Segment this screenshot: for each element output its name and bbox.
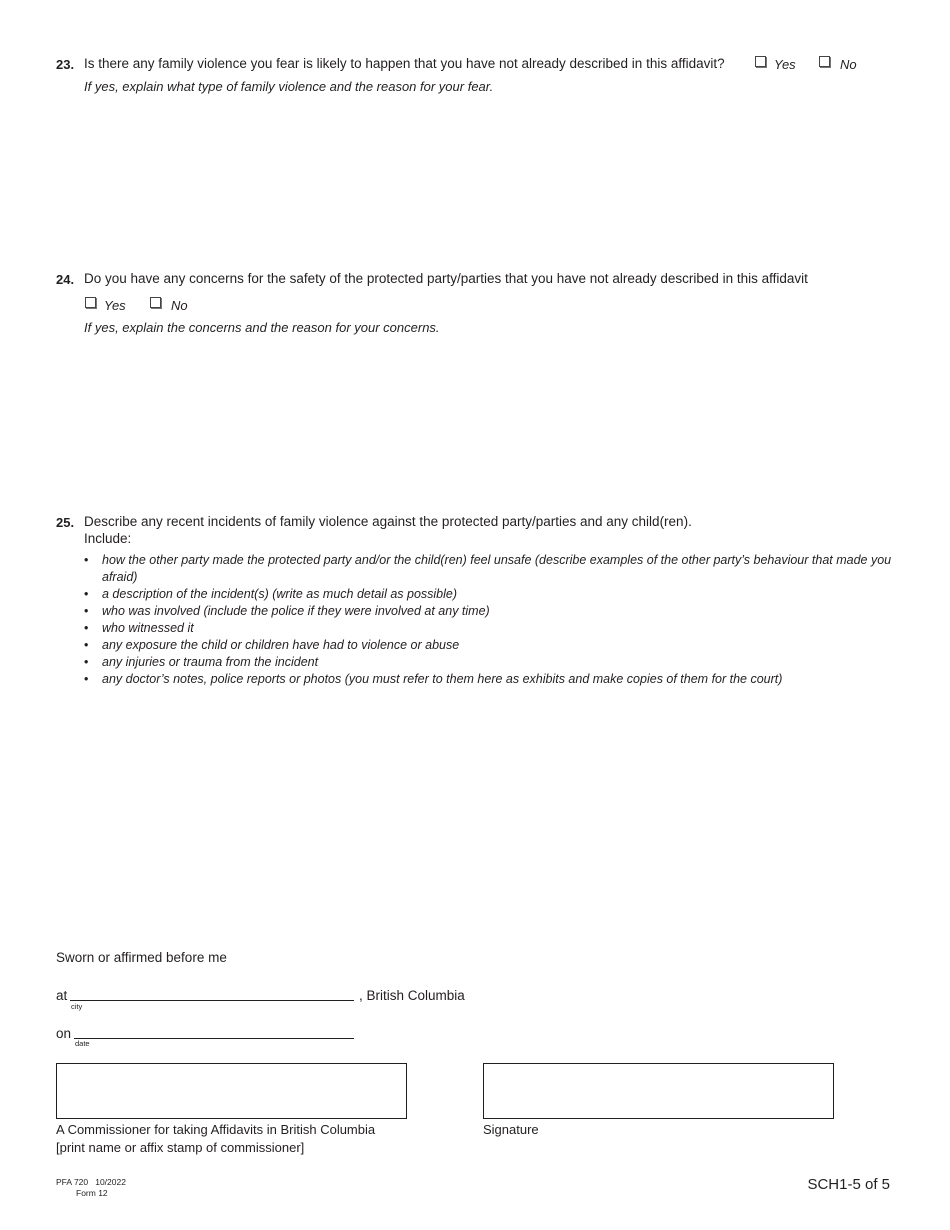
q25-bullet-list: [84, 552, 894, 688]
q23-yes-checkbox[interactable]: [755, 56, 766, 67]
form-number: Form 12: [76, 1188, 108, 1198]
q25-bullet: • any injuries or trauma from the incident: [84, 654, 894, 671]
q24-hint: If yes, explain the concerns and the reason for your concerns.: [84, 320, 440, 335]
q23-no-checkbox[interactable]: [819, 56, 830, 67]
page-label: SCH1-5 of 5: [807, 1176, 890, 1193]
form-code: PFA 720 10/2022: [56, 1177, 126, 1187]
q24-number: 24.: [56, 272, 75, 287]
city-field[interactable]: [70, 986, 354, 1001]
q25-bullet: • any exposure the child or children have had to violence or abuse: [84, 637, 894, 654]
commissioner-caption: A Commissioner for taking Affidavits in British Columbia: [56, 1122, 376, 1137]
q25-include-label: Include:: [84, 531, 132, 546]
province-suffix: , British Columbia: [359, 988, 465, 1003]
q24-yes-checkbox[interactable]: [85, 297, 96, 308]
signature-box[interactable]: [483, 1063, 834, 1119]
sworn-heading: Sworn or affirmed before me: [56, 950, 227, 965]
signature-caption: Signature: [483, 1122, 539, 1137]
q25-bullet: • any doctor’s notes, police reports or photos (you must refer to them here as exhibits and make copies of them for the court): [84, 671, 894, 688]
q23-number: 23.: [56, 57, 75, 72]
q25-bullet: • how the other party made the protected party and/or the child(ren) feel unsafe (describe examples of the other party’s behaviour that made you afraid): [84, 552, 894, 586]
q25-bullet: • who was involved (include the police if they were involved at any time): [84, 603, 894, 620]
q25-answer-area[interactable]: [84, 695, 894, 925]
q24-answer-area[interactable]: [84, 342, 894, 502]
q23-question: Is there any family violence you fear is likely to happen that you have not already described in this affidavit?: [84, 56, 725, 71]
q25-bullet: • a description of the incident(s) (write as much detail as possible): [84, 586, 894, 603]
at-label: at: [56, 988, 68, 1003]
city-sublabel: city: [71, 1002, 83, 1011]
q23-yes-label: Yes: [774, 57, 796, 72]
commissioner-caption-note: [print name or affix stamp of commissioner]: [56, 1140, 305, 1155]
q23-answer-area[interactable]: [84, 100, 894, 260]
q24-no-checkbox[interactable]: [150, 297, 161, 308]
commissioner-box[interactable]: [56, 1063, 407, 1119]
q25-bullet: • who witnessed it: [84, 620, 894, 637]
date-sublabel: date: [75, 1039, 90, 1048]
on-label: on: [56, 1026, 72, 1041]
q24-yes-label: Yes: [104, 298, 126, 313]
q24-no-label: No: [171, 298, 188, 313]
q23-no-label: No: [840, 57, 857, 72]
date-field[interactable]: [74, 1024, 354, 1039]
q25-number: 25.: [56, 515, 75, 530]
q24-question: Do you have any concerns for the safety of the protected party/parties that you have not already described in this affidavit: [84, 271, 808, 286]
q23-hint: If yes, explain what type of family violence and the reason for your fear.: [84, 79, 494, 94]
q25-question: Describe any recent incidents of family violence against the protected party/parties and any child(ren).: [84, 514, 692, 529]
